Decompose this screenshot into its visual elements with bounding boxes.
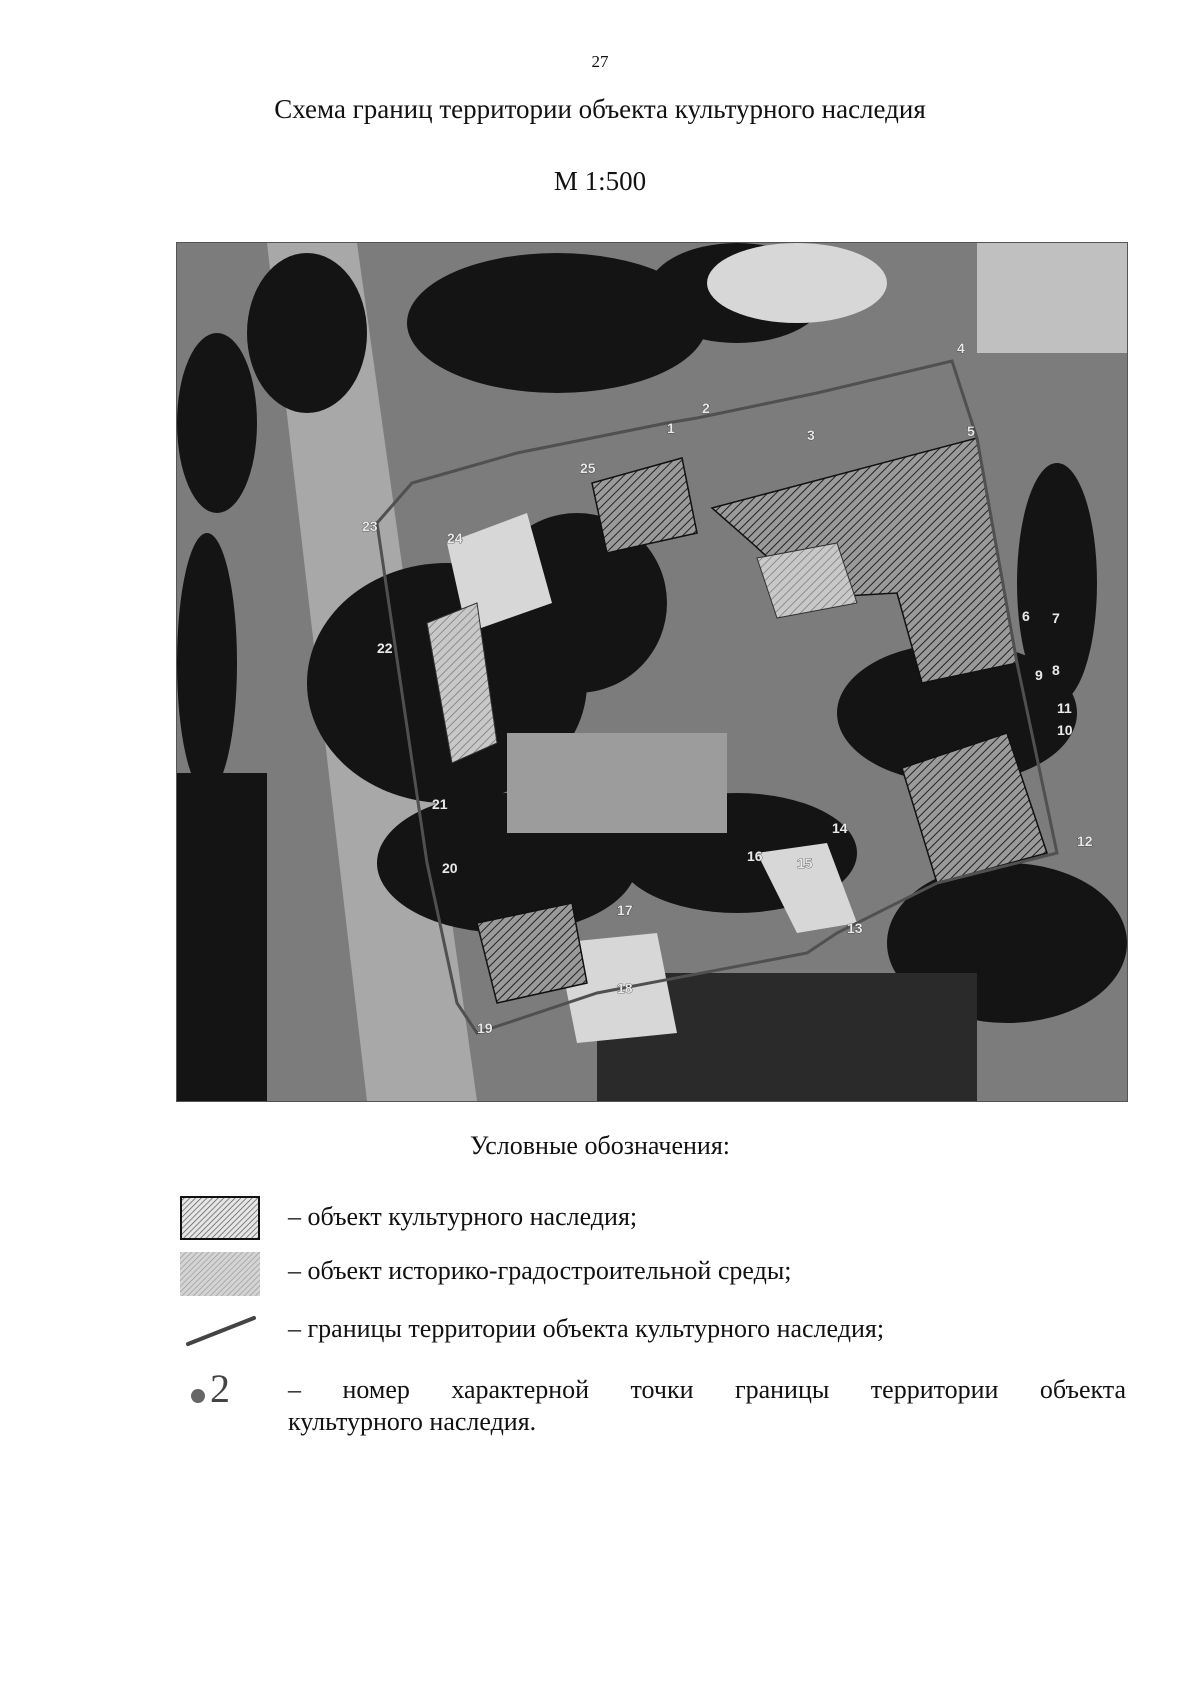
boundary-point-label-13: 13 [847,920,863,936]
legend-item-historic-environment [180,1252,1130,1298]
aerial-map[interactable] [176,242,1128,1102]
boundary-point-label-17: 17 [617,902,633,918]
legend-label [288,1374,1126,1438]
marker-number: 2 [210,1366,230,1410]
boundary-point-label-4: 4 [957,340,965,356]
dense-hatch-box-icon [180,1196,260,1240]
boundary-point-label-25: 25 [580,460,596,476]
boundary-point-label-21: 21 [432,796,448,812]
boundary-point-label-19: 19 [477,1020,493,1036]
page-title: Схема границ территории объекта культурного наследия [274,94,926,124]
boundary-point-label-8: 8 [1052,662,1060,678]
page-number: 27 [591,52,609,71]
legend-label-line2: культурного наследия. [288,1407,537,1436]
legend-label: – объект историко-градостроительной среды; [288,1256,792,1285]
boundary-point-label-12: 12 [1077,833,1093,849]
boundary-point-label-23: 23 [362,518,378,534]
legend-label-line1: – номер характерной точки границы территории объекта [288,1375,1126,1404]
boundary-point-label-14: 14 [832,820,848,836]
boundary-point-label-20: 20 [442,860,458,876]
boundary-point-label-7: 7 [1052,610,1060,626]
boundary-point-label-24: 24 [447,530,463,546]
boundary-point-label-5: 5 [967,423,975,439]
map-canvas [177,243,1127,1101]
boundary-point-label-22: 22 [377,640,393,656]
boundary-point-label-16: 16 [747,848,763,864]
boundary-point-label-2: 2 [702,400,710,416]
legend-label: – объект культурного наследия; [288,1202,638,1231]
boundary-point-label-10: 10 [1057,722,1073,738]
point-marker-icon [180,1362,260,1410]
boundary-line-icon [180,1310,260,1350]
legend-item-point-number [180,1362,1130,1442]
boundary-point-label-15: 15 [797,855,813,871]
legend-title: Условные обозначения: [469,1131,731,1160]
legend-label: – границы территории объекта культурного наследия; [288,1314,885,1343]
boundary-point-label-18: 18 [617,980,633,996]
boundary-point-label-1: 1 [667,420,675,436]
legend-item-heritage-object [180,1196,1130,1242]
light-hatch-box-icon [180,1252,260,1296]
boundary-point-label-9: 9 [1035,667,1043,683]
map-scale: М 1:500 [553,166,647,196]
boundary-point-label-11: 11 [1057,700,1072,716]
boundary-point-label-3: 3 [807,427,815,443]
legend-item-boundary [180,1310,1130,1356]
boundary-point-label-6: 6 [1022,608,1030,624]
